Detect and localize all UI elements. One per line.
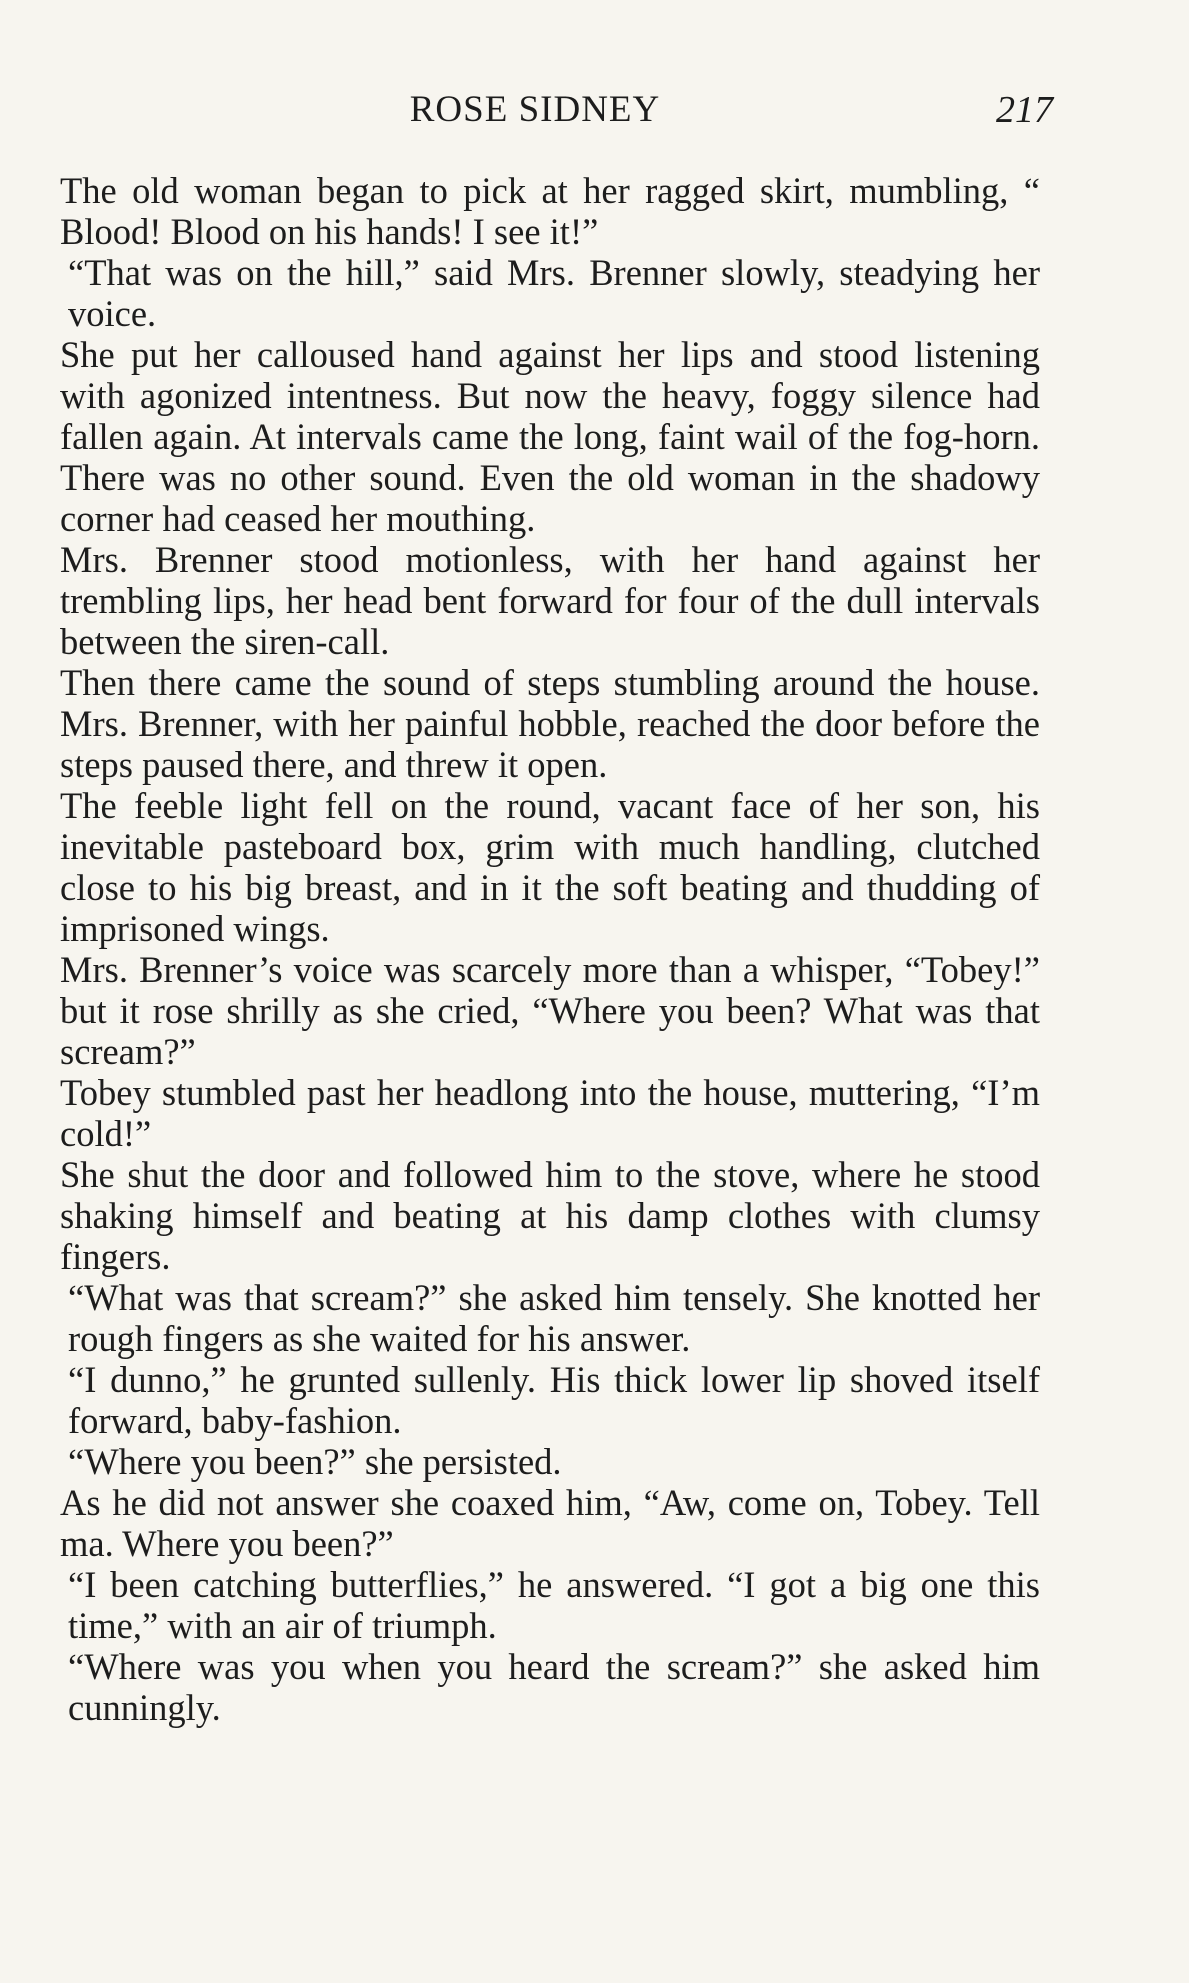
- paragraph: As he did not answer she coaxed him, “Aw, come on, Tobey. Tell ma. Where you been?”: [60, 1482, 1040, 1564]
- running-title: ROSE SIDNEY: [409, 89, 661, 130]
- paragraph: She shut the door and followed him to the stove, where he stood shaking himself and beating at his damp clothes with clumsy fingers.: [60, 1154, 1040, 1277]
- paragraph: “I been catching butterflies,” he answered. “I got a big one this time,” with an air of triumph.: [68, 1564, 1040, 1646]
- paragraph: The old woman began to pick at her ragged skirt, mumbling, “ Blood! Blood on his hands! I see it!”: [60, 170, 1040, 252]
- page-number: 217: [996, 89, 1053, 131]
- paragraph: The feeble light fell on the round, vacant face of her son, his inevitable pasteboard box, grim with much handling, clutched close to his big breast, and in it the soft beating and thudding of imprisoned wings.: [60, 785, 1040, 949]
- paragraph: “I dunno,” he grunted sullenly. His thick lower lip shoved itself forward, baby-fashion.: [68, 1359, 1040, 1441]
- running-head: [0, 88, 1189, 138]
- paragraph: She put her calloused hand against her lips and stood listening with agonized intentness. But now the heavy, foggy silence had fallen again. At intervals came the long, faint wail of the fog-horn. There was no other sound. Even the old woman in the shadowy corner had ceased her mouthing.: [60, 334, 1040, 539]
- paragraph: Mrs. Brenner stood motionless, with her hand against her trembling lips, her head bent forward for four of the dull intervals between the siren-call.: [60, 539, 1040, 662]
- body-text: [60, 170, 1040, 1728]
- paragraph: Mrs. Brenner’s voice was scarcely more than a whisper, “Tobey!” but it rose shrilly as she cried, “Where you been? What was that scream?”: [60, 949, 1040, 1072]
- paragraph: “That was on the hill,” said Mrs. Brenner slowly, steadying her voice.: [68, 252, 1040, 334]
- paragraph: Then there came the sound of steps stumbling around the house. Mrs. Brenner, with her painful hobble, reached the door before the steps paused there, and threw it open.: [60, 662, 1040, 785]
- paragraph: “Where was you when you heard the scream?” she asked him cunningly.: [68, 1646, 1040, 1728]
- paragraph: Tobey stumbled past her headlong into the house, muttering, “I’m cold!”: [60, 1072, 1040, 1154]
- paragraph: “Where you been?” she persisted.: [68, 1441, 562, 1482]
- paragraph: “What was that scream?” she asked him tensely. She knotted her rough fingers as she waited for his answer.: [68, 1277, 1040, 1359]
